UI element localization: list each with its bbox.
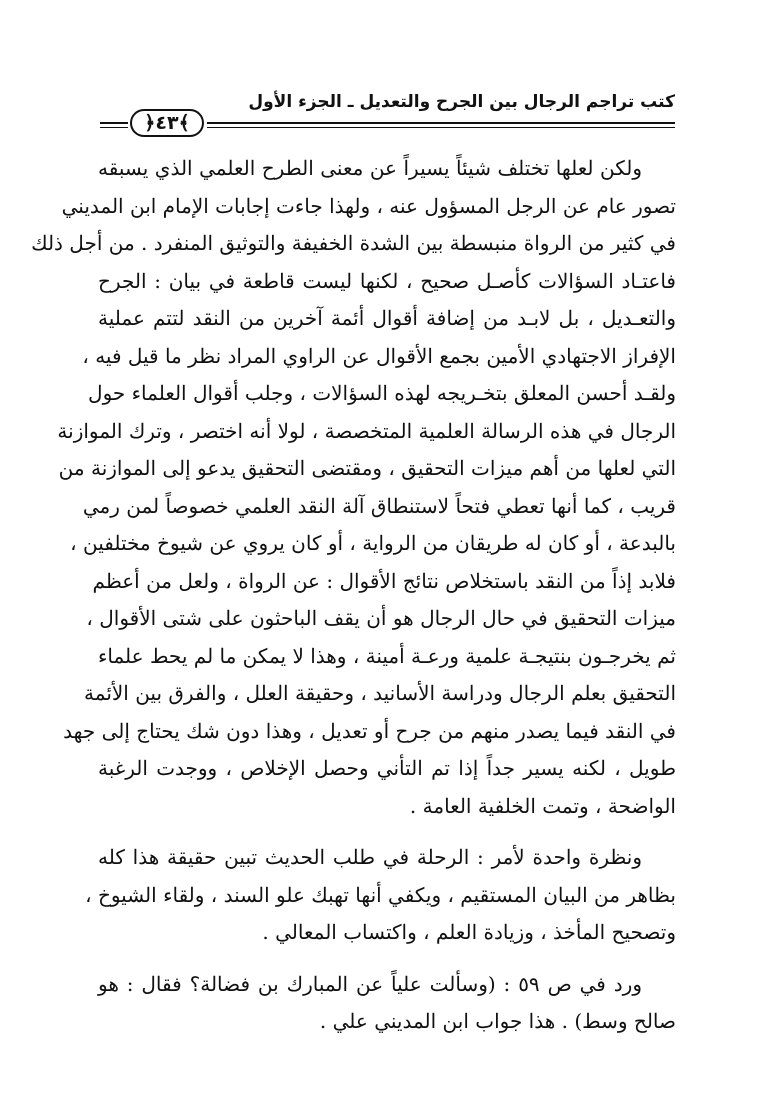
- text-line: ميزات التحقيق في حال الرجال هو أن يقف الباحثون على شتى الأقوال ،: [86, 606, 676, 630]
- header-rule-left-thin: [100, 127, 128, 128]
- text-line: ولقـد أحسن المعلق بتخـريجه لهذه السؤالات ، وجلب أقوال العلماء حول: [88, 381, 676, 405]
- text-line: الإفراز الاجتهادي الأمين بجمع الأقوال عن الراوي المراد نظر ما قيل فيه ،: [82, 343, 676, 368]
- text-line: بالبدعة ، أو كان له طريقان من الرواية ، أو كان يروي عن شيوخ مختلفين ،: [70, 531, 676, 555]
- text-line: الرجال في هذه الرسالة العلمية المتخصصة ، لولا أنه اختصر ، وترك الموازنة: [57, 418, 676, 443]
- text-line: ولكن لعلها تختلف شيئاً يسيراً عن معنى الطرح العلمي الذي يسبقه: [98, 156, 642, 180]
- page-number: ﴿٤٣﴾: [130, 109, 204, 137]
- text-line: والتعـديل ، بل لابـد من إضافة أقوال أئمة آخرين من النقد لتتم عملية: [98, 306, 676, 330]
- paragraph: [85, 839, 676, 952]
- text-line: فلابد إذاً من النقد باستخلاص نتائج الأقوال : عن الرواة ، ولعل من أعظم: [92, 568, 676, 593]
- paragraph-gap: [98, 825, 676, 839]
- text-line: طويل ، لكنه يسير جداً إذا تم التأني وحصل الإخلاص ، ووجدت الرغبة: [98, 756, 676, 780]
- page-header: [100, 92, 675, 138]
- header-rule-thin: [207, 127, 675, 128]
- text-line: ورد في ص ٥٩ : (وسألت علياً عن المبارك بن فضالة؟ فقال : هو: [98, 971, 642, 996]
- paragraph-gap: [98, 952, 676, 966]
- text-line: في كثير من الرواة منبسطة بين الشدة الخفيفة والتوثيق المنفرد . من أجل ذلك: [31, 231, 676, 255]
- text-line: في النقد فيما يصدر منهم من جرح أو تعديل ، وهذا دون شك يحتاج إلى جهد: [63, 718, 676, 743]
- text-line: ثم يخرجـون بنتيجـة علمية ورعـة أمينة ، وهذا لا يمكن ما لم يحط علماء: [97, 643, 676, 668]
- running-title: كتب تراجم الرجال بين الجرح والتعديل ـ الجزء الأول: [248, 92, 675, 112]
- paragraph: [98, 966, 676, 1041]
- text-line: التحقيق بعلم الرجال ودراسة الأسانيد ، وحقيقة العلل ، والفرق بين الأئمة: [84, 681, 676, 705]
- header-rule-left: [100, 122, 128, 124]
- header-rule: [207, 122, 675, 124]
- text-line: قريب ، كما أنها تعطي فتحاً لاستنطاق آلة النقد العلمي خصوصاً لمن رمي: [82, 493, 676, 518]
- text-line: وتصحيح المأخذ ، وزيادة العلم ، واكتساب المعالي .: [262, 920, 676, 944]
- text-line: الواضحة ، وتمت الخلفية العامة .: [409, 793, 676, 818]
- text-line: ونظرة واحدة لأمر : الرحلة في طلب الحديث تبين حقيقة هذا كله: [98, 845, 642, 869]
- text-line: بظاهر من البيان المستقيم ، ويكفي أنها تهبك علو السند ، ولقاء الشيوخ ،: [85, 882, 676, 907]
- text-line: التي لعلها من أهم ميزات التحقيق ، ومقتضى التحقيق يدعو إلى الموازنة من: [58, 456, 676, 480]
- text-line: فاعتـاد السؤالات كأصـل صحيح ، لكنها ليست قاطعة في بيان : الجرح: [98, 268, 676, 293]
- paragraph: [31, 150, 676, 825]
- text-line: صالح وسط) . هذا جواب ابن المديني علي .: [319, 1009, 676, 1033]
- text-line: تصور عام عن الرجل المسؤول عنه ، ولهذا جاءت إجابات الإمام ابن المديني: [61, 193, 676, 218]
- body-text: [31, 150, 676, 1041]
